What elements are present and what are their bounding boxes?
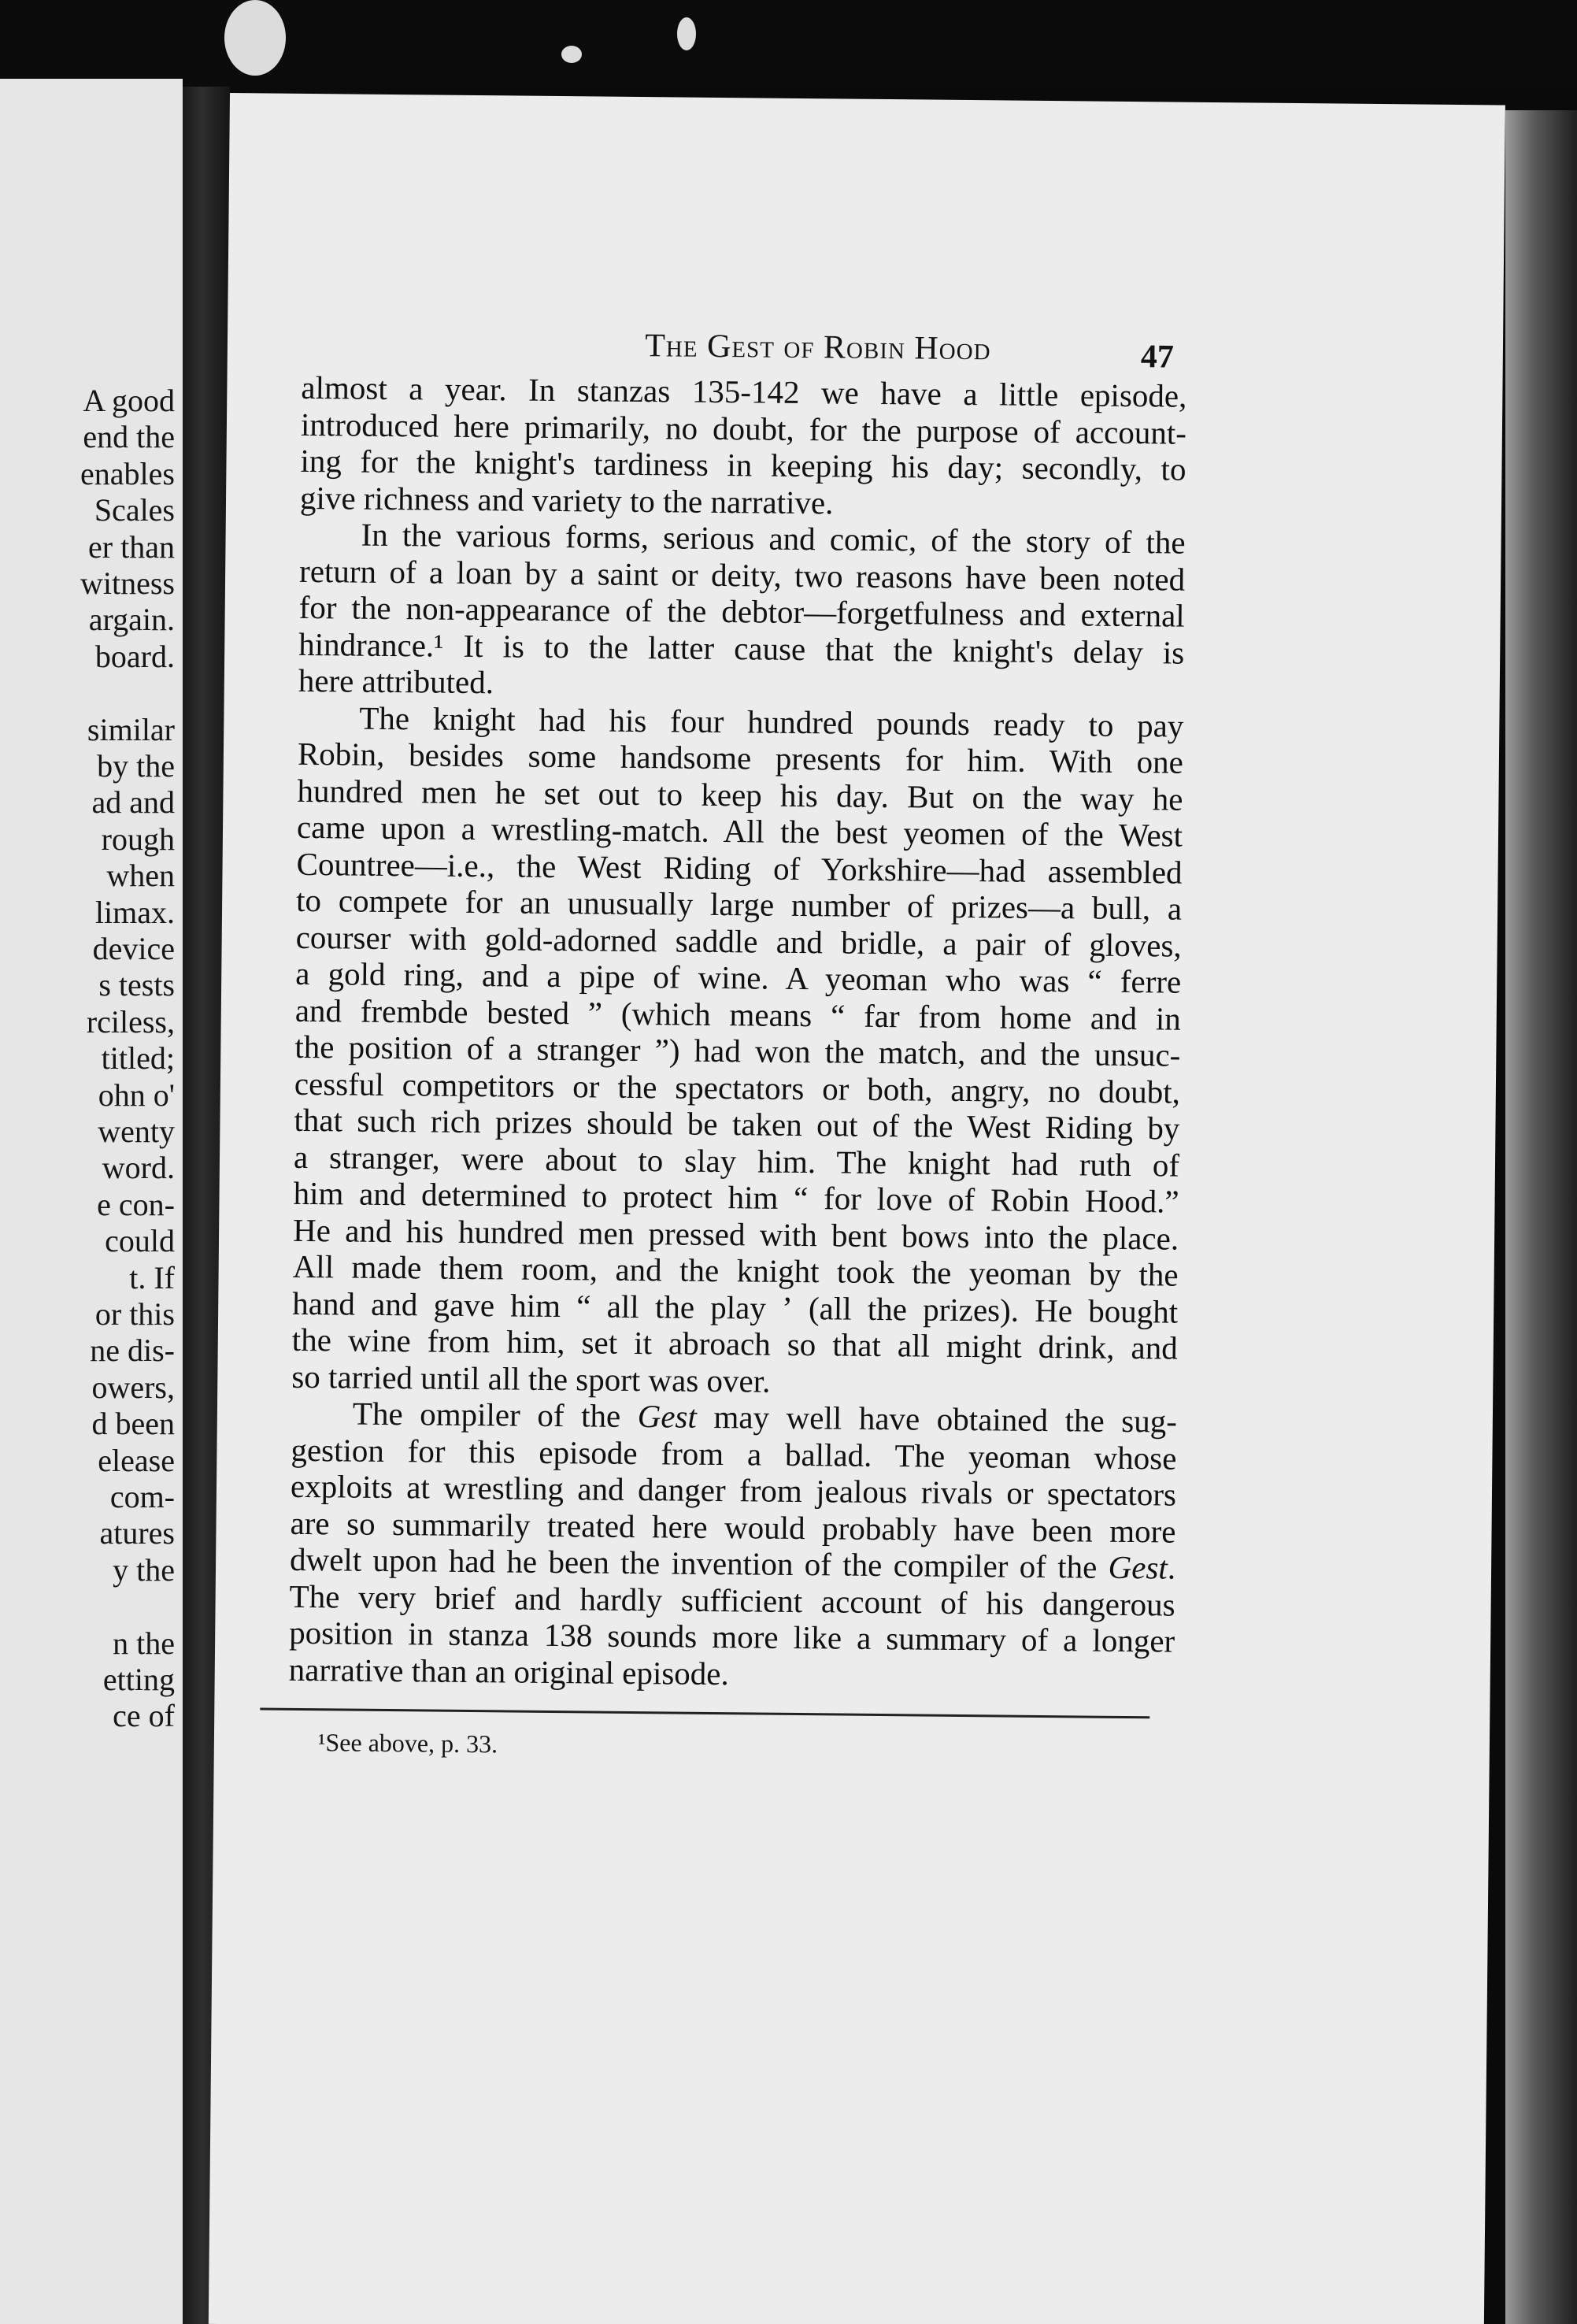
left-page-line: s tests [98, 967, 175, 1003]
text-line: him and determined to protect him “ for love of Robin Hood.” [293, 1174, 1179, 1220]
left-page-line: limax. [94, 894, 175, 930]
text-line: return of a loan by a saint or deity, two reasons have been noted [298, 552, 1186, 598]
page-edge [1505, 110, 1577, 2324]
text-line: All made them room, and the knight took the yeoman by the [292, 1247, 1179, 1293]
text-line: He and his hundred men pressed with bent bows into the place. [292, 1211, 1179, 1257]
left-page-line: by the [97, 748, 175, 784]
text-line: the position of a stranger ”) had won the match, and the unsuc- [294, 1028, 1181, 1073]
text-line: narrative than an original episode. [288, 1651, 729, 1692]
left-page-line: could [105, 1223, 175, 1259]
left-page-line: t. If [129, 1259, 175, 1295]
text-line: In the various forms, serious and comic, of the story of the [361, 516, 1186, 561]
footnote-rule [260, 1707, 1149, 1718]
text-line: and frembde bested ” (which means “ far from home and in [294, 991, 1181, 1037]
left-page-line: owers, [91, 1369, 175, 1405]
left-page-line: A good [83, 383, 175, 418]
left-page-line: e con- [97, 1186, 175, 1222]
text-line: The ompiler of the Gest may well have obtained the sug- [352, 1395, 1178, 1440]
text-line: came upon a wrestling-match. All the best yeomen of the West [296, 808, 1183, 854]
left-page-line: device [92, 931, 175, 966]
left-page-line: Scales [94, 492, 175, 528]
left-page-line: when [106, 858, 175, 894]
left-page-line: witness [80, 565, 175, 601]
text-line: The very brief and hardly sufficient account of his dangerous [289, 1577, 1175, 1623]
text-line: almost a year. In stanzas 135-142 we have a little episode, [301, 369, 1187, 414]
left-page-line: d been [91, 1406, 175, 1442]
previous-page-fragment [0, 79, 183, 2324]
left-page-line: argain. [88, 602, 175, 638]
body-text [289, 369, 1187, 1696]
text-line: the wine from him, set it abroach so that all might drink, and [291, 1321, 1178, 1366]
left-page-line: ne dis- [90, 1333, 175, 1369]
text-line: gestion for this episode from a ballad. The yeoman whose [291, 1431, 1177, 1477]
left-page-line: wenty [98, 1114, 175, 1149]
text-line: The knight had his four hundred pounds ready to pay [359, 699, 1184, 744]
text-line: so tarried until all the sport was over. [291, 1358, 771, 1399]
left-page-line: n the [113, 1625, 175, 1661]
left-page-line: titled; [101, 1040, 175, 1077]
text-line: position in stanza 138 sounds more like a summary of a longer [289, 1614, 1175, 1659]
text-line: here attributed. [298, 662, 494, 701]
text-line: give richness and variety to the narrative. [299, 479, 834, 521]
left-page-line: y the [113, 1551, 175, 1588]
text-line: exploits at wrestling and danger from jealous rivals or spectators [290, 1467, 1177, 1513]
text-line: hundred men he set out to keep his day. But on the way he [297, 772, 1183, 817]
text-line: cessful competitors or the spectators or both, angry, no doubt, [294, 1065, 1181, 1110]
book-page [209, 93, 1505, 2324]
text-line: to compete for an unusually large number of prizes—a bull, a [295, 881, 1183, 927]
text-line: that such rich prizes should be taken out of the West Riding by [294, 1101, 1180, 1147]
left-page-line: rciless, [86, 1003, 175, 1040]
left-page-line: enables [80, 455, 175, 491]
scan-fleck [224, 0, 286, 76]
text-line: courser with gold-adorned saddle and bridle, a pair of gloves, [295, 918, 1182, 964]
left-page-line: rough [101, 821, 175, 857]
text-line: a gold ring, and a pipe of wine. A yeoman who was “ ferre [295, 954, 1182, 1000]
page-number: 47 [1140, 339, 1175, 376]
footnote: ¹See above, p. 33. [317, 1728, 498, 1759]
text-line: hindrance.¹ It is to the latter cause that the knight's delay is [298, 625, 1185, 671]
scan-fleck [561, 46, 582, 63]
text-line: introduced here primarily, no doubt, for the purpose of account- [300, 406, 1187, 451]
text-line: dwelt upon had he been the invention of the compiler of the Gest. [289, 1540, 1176, 1586]
running-head: The Gest of Robin Hood [645, 328, 991, 368]
left-page-line: er than [88, 528, 175, 565]
left-page-line: ohn o' [98, 1077, 175, 1113]
text-line: are so summarily treated here would probably have been more [290, 1504, 1176, 1550]
text-line: ing for the knight's tardiness in keeping his day; secondly, to [300, 442, 1186, 487]
left-page-line: or this [94, 1296, 175, 1332]
left-page-line: atures [99, 1515, 175, 1551]
left-page-line: ce of [113, 1698, 175, 1734]
text-line: hand and gave him “ all the play ʼ (all the prizes). He bought [292, 1284, 1179, 1330]
left-page-line: similar [87, 711, 175, 747]
text-line: Robin, besides some handsome presents for him. With one [297, 735, 1184, 780]
text-line: for the non-appearance of the debtor—forgetfulness and external [298, 588, 1185, 634]
left-page-line: ad and [91, 784, 175, 821]
left-page-line: end the [83, 419, 175, 455]
scan-fleck [677, 17, 696, 50]
text-line: a stranger, were about to slay him. The knight had ruth of [293, 1138, 1180, 1184]
left-page-line: com- [109, 1479, 175, 1514]
left-page-line: etting [102, 1662, 175, 1697]
left-page-line: elease [98, 1442, 175, 1478]
left-page-line: board. [94, 638, 175, 674]
text-line: Countree—i.e., the West Riding of Yorkshire—had assembled [296, 845, 1183, 891]
left-page-line: word. [102, 1150, 175, 1186]
